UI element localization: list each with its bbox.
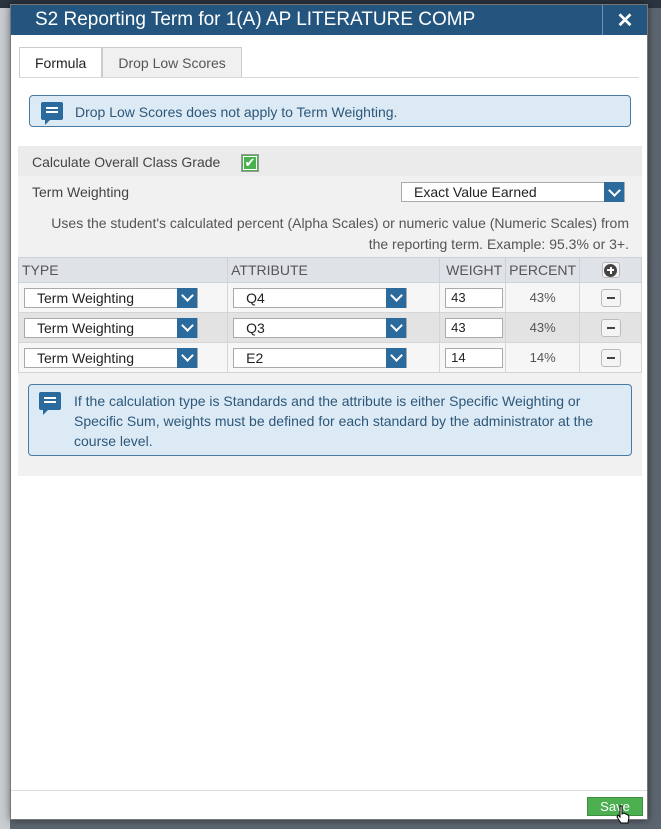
footer-divider [11, 790, 647, 791]
plus-circle-icon [604, 264, 617, 277]
term-dialog [10, 4, 648, 820]
message-icon [41, 102, 63, 120]
chevron-down-icon[interactable] [604, 182, 624, 202]
standards-info [28, 384, 632, 456]
type-select[interactable] [24, 288, 198, 308]
table-row [19, 283, 642, 313]
add-row-button[interactable] [602, 262, 620, 278]
type-value: Term Weighting [37, 349, 135, 366]
note-line-2: the reporting term. Example: 95.3% or 3+. [368, 236, 629, 252]
attribute-select[interactable] [233, 318, 407, 338]
tab-formula[interactable]: Formula [19, 47, 102, 78]
calc-overall-label: Calculate Overall Class Grade [32, 154, 221, 170]
type-select[interactable] [24, 318, 198, 338]
attribute-value: Q4 [246, 289, 265, 306]
header-weight: WEIGHT [440, 258, 506, 283]
chevron-down-icon[interactable] [177, 288, 197, 308]
term-weighting-select[interactable] [401, 182, 625, 202]
percent-value: 43% [506, 313, 580, 343]
weight-input[interactable] [445, 318, 503, 338]
tab-drop-low-scores[interactable]: Drop Low Scores [102, 47, 241, 78]
chevron-down-icon[interactable] [386, 348, 406, 368]
attribute-select[interactable] [233, 288, 407, 308]
attribute-value: E2 [246, 349, 264, 366]
chevron-down-icon[interactable] [386, 288, 406, 308]
header-add [580, 258, 642, 283]
standards-info-text: If the calculation type is Standards and the attribute is either Specific Weighting or Specific Sum, weights must be defined for each standard by the administrator at the course level. [74, 393, 594, 449]
weight-input[interactable] [445, 348, 503, 368]
weighting-table [18, 257, 642, 373]
hand-cursor-icon [616, 805, 630, 825]
drop-scores-info [29, 95, 631, 127]
dialog-titlebar [11, 5, 647, 35]
header-attribute: ATTRIBUTE [228, 258, 440, 283]
term-weighting-label: Term Weighting [32, 184, 130, 200]
percent-value: 14% [506, 343, 580, 373]
table-header-row [19, 258, 642, 283]
table-row [19, 343, 642, 373]
close-button[interactable]: ✕ [602, 5, 647, 35]
percent-value: 43% [506, 283, 580, 313]
background-page [0, 8, 10, 829]
calc-overall-checkbox[interactable]: ✔ [241, 154, 259, 172]
header-percent: PERCENT [506, 258, 580, 283]
remove-row-button[interactable] [601, 349, 621, 367]
term-weighting-value: Exact Value Earned [414, 184, 537, 200]
header-type: TYPE [19, 258, 228, 283]
drop-scores-info-text: Drop Low Scores does not apply to Term Weighting. [75, 104, 398, 120]
remove-row-button[interactable] [601, 319, 621, 337]
chevron-down-icon[interactable] [177, 348, 197, 368]
chevron-down-icon[interactable] [177, 318, 197, 338]
message-icon [39, 392, 61, 410]
tab-divider [19, 77, 639, 78]
type-value: Term Weighting [37, 319, 135, 336]
dialog-title: S2 Reporting Term for 1(A) AP LITERATURE COMP [35, 9, 476, 30]
chevron-down-icon[interactable] [386, 318, 406, 338]
note-line-1: Uses the student's calculated percent (Alpha Scales) or numeric value (Numeric Scales) from [51, 215, 629, 231]
tab-bar [19, 47, 242, 77]
type-value: Term Weighting [37, 289, 135, 306]
table-row [19, 313, 642, 343]
remove-row-button[interactable] [601, 289, 621, 307]
save-button[interactable]: Save [587, 797, 643, 816]
attribute-select[interactable] [233, 348, 407, 368]
type-select[interactable] [24, 348, 198, 368]
attribute-value: Q3 [246, 319, 265, 336]
weight-input[interactable] [445, 288, 503, 308]
term-weighting-note [31, 213, 629, 255]
